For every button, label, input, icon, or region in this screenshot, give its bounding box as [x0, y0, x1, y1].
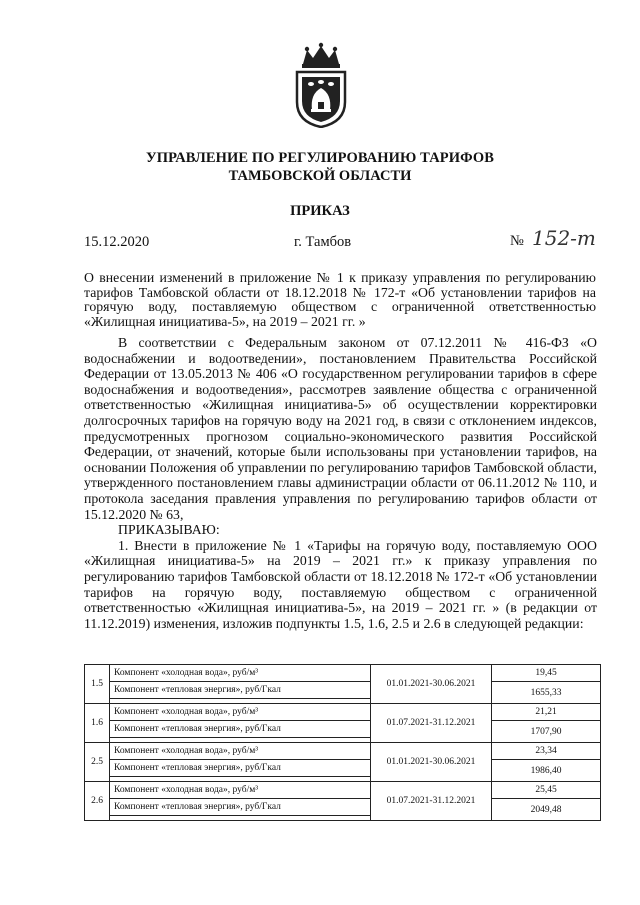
- table-row: [85, 743, 601, 760]
- item-1-paragraph: 1. Внести в приложение № 1 «Тарифы на горячую воду, поставляемую ООО «Жилищная инициатива-5» на 2019 – 2021 гг.» к приказу управления по регулированию тарифов Тамбовской области от 18.12.2018 № 172-т «Об установлении тарифов на горячую воду, поставляемую обществом с ограниченной ответственностью «Жилищная инициатива-5», на 2019 – 2021 гг. » (в редакции от 11.12.2019) изменения, изложив подпункты 1.5, 1.6, 2.5 и 2.6 в следующей редакции:: [84, 537, 597, 631]
- row-number: 2.5: [85, 743, 110, 782]
- period-cell: 01.01.2021-30.06.2021: [371, 743, 492, 782]
- tariff-table: [84, 664, 601, 821]
- organization-name-line2: ТАМБОВСКОЙ ОБЛАСТИ: [228, 168, 412, 184]
- organization-name-line1: УПРАВЛЕНИЕ ПО РЕГУЛИРОВАНИЮ ТАРИФОВ: [145, 150, 495, 166]
- preamble-paragraph: В соответствии с Федеральным законом от 07.12.2011 № 416-ФЗ «О водоснабжении и водоотведении», постановлением Правительства Российской Федерации от 13.05.2013 № 406 «О государственном регулировании тарифов в сфере водоснабжения и водоотведения», рассмотрев заявление общества с ограниченной ответственностью «Жилищная инициатива-5» об осуществлении корректировки долгосрочных тарифов на горячую воду на 2021 год, в связи с отклонением индексов, предусмотренных прогнозом социально-экономического развития Российской Федерации, от значений, которые были использованы при установлении тарифов, на основании Положения об управлении по регулированию тарифов Тамбовской области, утвержденного постановлением главы администрации области от 06.11.2012 № 110, и протокола заседания правления управления по регулированию тарифов области от 15.12.2020 № 63,: [84, 335, 597, 522]
- value-cell: 1655,33: [492, 682, 601, 704]
- table-row: [85, 799, 601, 816]
- value-cell: 25,45: [492, 782, 601, 799]
- document-subject: О внесении изменений в приложение № 1 к приказу управления по регулированию тарифов Тамбовской области от 18.12.2018 № 172-т «Об установлении тарифов на горячую воду, поставляемую обществом с ограниченной ответственностью «Жилищная инициатива-5», на 2019 – 2021 гг. »: [84, 270, 596, 329]
- value-cell: 19,45: [492, 665, 601, 682]
- document-number-handwritten: 152-т: [532, 226, 596, 250]
- row-number: 2.6: [85, 782, 110, 821]
- table-row: [85, 782, 601, 799]
- table-row: [85, 704, 601, 721]
- row-number: 1.5: [85, 665, 110, 704]
- value-cell: 1986,40: [492, 760, 601, 782]
- document-date: 15.12.2020: [84, 234, 150, 250]
- component-cell: Компонент «тепловая энергия», руб/Гкал: [110, 760, 371, 777]
- value-cell: 1707,90: [492, 721, 601, 743]
- document-body: [84, 335, 597, 631]
- spacer-cell: [110, 816, 371, 821]
- period-cell: 01.07.2021-31.12.2021: [371, 704, 492, 743]
- value-cell: 2049,48: [492, 799, 601, 821]
- component-cell: Компонент «холодная вода», руб/м³: [110, 665, 371, 682]
- table-row: [85, 665, 601, 682]
- document-type: ПРИКАЗ: [290, 203, 350, 219]
- period-cell: 01.07.2021-31.12.2021: [371, 782, 492, 821]
- coat-of-arms-emblem: [293, 42, 349, 128]
- component-cell: Компонент «тепловая энергия», руб/Гкал: [110, 682, 371, 699]
- value-cell: 21,21: [492, 704, 601, 721]
- row-number: 1.6: [85, 704, 110, 743]
- table-row: [85, 760, 601, 777]
- value-cell: 23,34: [492, 743, 601, 760]
- order-word: ПРИКАЗЫВАЮ:: [118, 522, 220, 538]
- period-cell: 01.01.2021-30.06.2021: [371, 665, 492, 704]
- component-cell: Компонент «холодная вода», руб/м³: [110, 704, 371, 721]
- component-cell: Компонент «тепловая энергия», руб/Гкал: [110, 799, 371, 816]
- table-row: [85, 721, 601, 738]
- component-cell: Компонент «тепловая энергия», руб/Гкал: [110, 721, 371, 738]
- document-number-label: №: [510, 233, 524, 249]
- document-city: г. Тамбов: [294, 234, 352, 250]
- component-cell: Компонент «холодная вода», руб/м³: [110, 782, 371, 799]
- table-row: [85, 682, 601, 699]
- component-cell: Компонент «холодная вода», руб/м³: [110, 743, 371, 760]
